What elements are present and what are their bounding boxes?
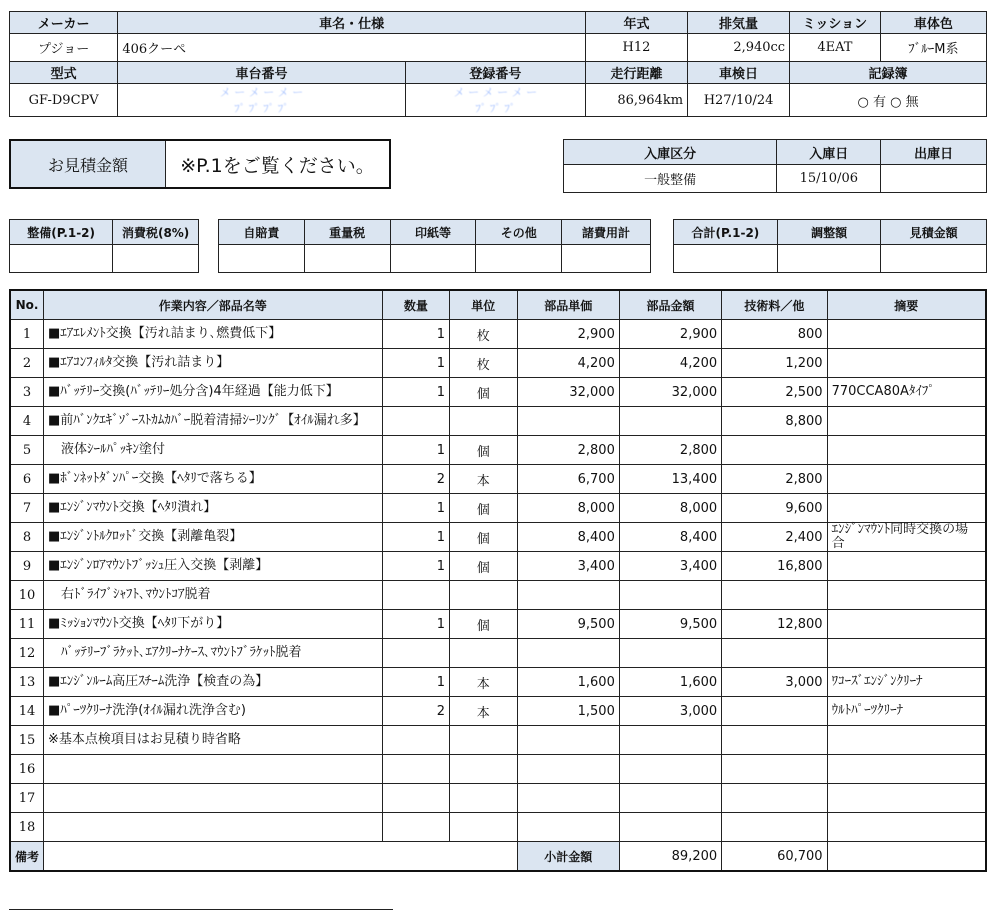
row-unit: 枚 — [450, 349, 517, 378]
entry-type-value: 一般整備 — [564, 165, 777, 193]
header-maker: メーカー — [10, 12, 118, 34]
row-unit: 個 — [450, 494, 517, 523]
row-memo — [827, 465, 986, 494]
row-memo — [827, 320, 986, 349]
header-inspection: 車検日 — [688, 62, 790, 84]
header-model: 型式 — [10, 62, 118, 84]
header-other: その他 — [476, 220, 562, 245]
row-price: 1,500 — [517, 697, 619, 726]
col-tech: 技術料／他 — [722, 290, 827, 320]
header-quote: 見積金額 — [881, 220, 987, 245]
row-tech: 2,400 — [722, 523, 827, 552]
header-chassis: 車台番号 — [118, 62, 405, 84]
row-price: 2,900 — [517, 320, 619, 349]
estimate-label: お見積金額 — [10, 140, 166, 188]
header-color: 車体色 — [880, 12, 986, 34]
row-no: 17 — [10, 784, 44, 813]
row-qty: 1 — [382, 552, 449, 581]
inspection-value: H27/10/24 — [688, 84, 790, 117]
fees-sum-table — [218, 219, 651, 273]
vehicle-info-grid — [9, 11, 987, 117]
col-price: 部品単価 — [517, 290, 619, 320]
row-price: 8,400 — [517, 523, 619, 552]
subtotal-tech: 60,700 — [722, 842, 827, 872]
row-amount: 32,000 — [619, 378, 721, 407]
fees-value — [562, 245, 651, 273]
subtotal-label: 小計金額 — [517, 842, 619, 872]
stamp-value — [390, 245, 476, 273]
header-jibai: 自賠責 — [219, 220, 305, 245]
row-qty: 2 — [382, 697, 449, 726]
row-desc — [44, 755, 383, 784]
row-memo: 770CCA80Aﾀｲﾌﾟ — [827, 378, 986, 407]
remarks-value — [44, 842, 518, 872]
table-row — [10, 639, 986, 668]
row-price — [517, 755, 619, 784]
row-amount: 3,000 — [619, 697, 721, 726]
row-tech — [722, 755, 827, 784]
work-items-header — [10, 290, 986, 320]
col-memo: 摘要 — [827, 290, 986, 320]
table-row — [10, 552, 986, 581]
row-unit: 個 — [450, 523, 517, 552]
table-row — [10, 349, 986, 378]
row-amount — [619, 639, 721, 668]
row-unit: 枚 — [450, 320, 517, 349]
row-qty — [382, 639, 449, 668]
row-unit: 個 — [450, 610, 517, 639]
row-unit — [450, 755, 517, 784]
header-car: 車名・仕様 — [118, 12, 586, 34]
row-desc: ■前ﾊﾞﾝｸｴｷﾞｿﾞｰｽﾄｶﾑｶﾊﾞｰ脱着清掃ｼｰﾘﾝｸﾞ【ｵｲﾙ漏れ多】 — [44, 407, 383, 436]
row-no: 15 — [10, 726, 44, 755]
row-qty — [382, 813, 449, 842]
row-qty: 1 — [382, 436, 449, 465]
row-no: 2 — [10, 349, 44, 378]
row-price: 2,800 — [517, 436, 619, 465]
row-desc: ■ｴﾝｼﾞﾝﾄﾙｸﾛｯﾄﾞ交換【剥離亀裂】 — [44, 523, 383, 552]
row-tech: 12,800 — [722, 610, 827, 639]
row-tech — [722, 639, 827, 668]
row-amount — [619, 407, 721, 436]
row-amount — [619, 813, 721, 842]
row-no: 5 — [10, 436, 44, 465]
row-unit: 本 — [450, 697, 517, 726]
work-items-body — [10, 320, 986, 842]
table-row — [10, 378, 986, 407]
row-unit — [450, 813, 517, 842]
row-no: 13 — [10, 668, 44, 697]
row-tech — [722, 436, 827, 465]
entry-out-value — [881, 165, 987, 193]
row-tech — [722, 726, 827, 755]
row-no: 14 — [10, 697, 44, 726]
header-fees: 諸費用計 — [562, 220, 651, 245]
row-memo: ｴﾝｼﾞﾝﾏｳﾝﾄ同時交換の場合 — [827, 523, 986, 552]
row-qty: 1 — [382, 523, 449, 552]
row-qty: 1 — [382, 494, 449, 523]
row-desc — [44, 784, 383, 813]
row-qty: 1 — [382, 349, 449, 378]
row-desc: ■ｴｱｺﾝﾌｨﾙﾀ交換【汚れ詰まり】 — [44, 349, 383, 378]
row-memo — [827, 552, 986, 581]
total-sum-table — [673, 219, 987, 273]
chassis-blur-2: ﾌﾟ ﾌﾟ ﾌﾟ ﾌﾟ — [234, 102, 289, 115]
header-entry-out: 出庫日 — [881, 140, 987, 165]
header-adjust: 調整額 — [777, 220, 881, 245]
row-tech — [722, 813, 827, 842]
row-tech: 9,600 — [722, 494, 827, 523]
row-desc: ■ｴﾝｼﾞﾝﾏｳﾝﾄ交換【ﾍﾀﾘ潰れ】 — [44, 494, 383, 523]
row-no: 8 — [10, 523, 44, 552]
row-unit — [450, 784, 517, 813]
row-price — [517, 726, 619, 755]
table-row — [10, 668, 986, 697]
row-qty: 1 — [382, 320, 449, 349]
row-memo — [827, 610, 986, 639]
row-price: 6,700 — [517, 465, 619, 494]
remarks-label: 備考 — [10, 842, 44, 872]
row-no: 7 — [10, 494, 44, 523]
table-row — [10, 610, 986, 639]
row-price — [517, 639, 619, 668]
row-tech: 2,800 — [722, 465, 827, 494]
table-row — [10, 523, 986, 552]
subtotal-row — [10, 842, 986, 872]
row-no: 6 — [10, 465, 44, 494]
table-row — [10, 581, 986, 610]
record-value: ○ 有 ○ 無 — [790, 84, 987, 117]
row-desc: ■ｴｱｴﾚﾒﾝﾄ交換【汚れ詰まり､燃費低下】 — [44, 320, 383, 349]
row-desc: 右ﾄﾞﾗｲﾌﾞｼｬﾌﾄ､ﾏｳﾝﾄｺｱ脱着 — [44, 581, 383, 610]
row-amount: 13,400 — [619, 465, 721, 494]
row-qty — [382, 755, 449, 784]
header-total: 合計(P.1-2) — [674, 220, 778, 245]
row-amount: 1,600 — [619, 668, 721, 697]
reg-value — [405, 84, 585, 117]
row-qty: 2 — [382, 465, 449, 494]
row-unit — [450, 726, 517, 755]
row-unit: 本 — [450, 668, 517, 697]
col-qty: 数量 — [382, 290, 449, 320]
row-tech: 1,200 — [722, 349, 827, 378]
model-value: GF-D9CPV — [10, 84, 118, 117]
row-amount: 9,500 — [619, 610, 721, 639]
row-amount: 3,400 — [619, 552, 721, 581]
row-amount — [619, 581, 721, 610]
row-tech — [722, 581, 827, 610]
row-tech: 2,500 — [722, 378, 827, 407]
row-amount: 4,200 — [619, 349, 721, 378]
maint-value — [10, 245, 113, 273]
maker-value: プジョー — [10, 34, 118, 62]
header-cc: 排気量 — [688, 12, 790, 34]
jibai-value — [219, 245, 305, 273]
row-no: 9 — [10, 552, 44, 581]
row-price: 32,000 — [517, 378, 619, 407]
row-price — [517, 784, 619, 813]
mission-value: 4EAT — [790, 34, 881, 62]
table-row — [10, 697, 986, 726]
row-desc: ■ｴﾝｼﾞﾝﾛｱﾏｳﾝﾄﾌﾞｯｼｭ圧入交換【剥離】 — [44, 552, 383, 581]
row-price: 1,600 — [517, 668, 619, 697]
row-memo — [827, 436, 986, 465]
row-memo — [827, 726, 986, 755]
row-unit: 個 — [450, 436, 517, 465]
car-value: 406クーペ — [118, 34, 586, 62]
signature-line — [9, 909, 393, 910]
row-price: 3,400 — [517, 552, 619, 581]
row-memo — [827, 407, 986, 436]
row-memo — [827, 639, 986, 668]
row-tech — [722, 697, 827, 726]
row-no: 3 — [10, 378, 44, 407]
header-entry-in: 入庫日 — [777, 140, 881, 165]
row-qty — [382, 784, 449, 813]
entry-in-value: 15/10/06 — [777, 165, 881, 193]
table-row — [10, 784, 986, 813]
total-value — [674, 245, 778, 273]
adjust-value — [777, 245, 881, 273]
row-desc: ■ﾊﾞｯﾃﾘｰ交換(ﾊﾞｯﾃﾘｰ処分含)4年経過【能力低下】 — [44, 378, 383, 407]
header-weight: 重量税 — [304, 220, 390, 245]
row-memo — [827, 755, 986, 784]
row-tech: 800 — [722, 320, 827, 349]
table-row — [10, 755, 986, 784]
col-desc: 作業内容／部品名等 — [44, 290, 383, 320]
row-tech: 16,800 — [722, 552, 827, 581]
row-unit — [450, 407, 517, 436]
row-price: 9,500 — [517, 610, 619, 639]
quote-value — [881, 245, 987, 273]
row-no: 18 — [10, 813, 44, 842]
row-desc — [44, 813, 383, 842]
row-desc: 液体ｼｰﾙﾊﾟｯｷﾝ塗付 — [44, 436, 383, 465]
row-no: 12 — [10, 639, 44, 668]
header-year: 年式 — [585, 12, 687, 34]
header-entry-type: 入庫区分 — [564, 140, 777, 165]
reg-blur: メ ー メ ー メ ー — [453, 86, 538, 99]
table-row — [10, 726, 986, 755]
work-items-table — [9, 289, 987, 872]
row-unit — [450, 581, 517, 610]
row-desc: ■ﾊﾟｰﾂｸﾘｰﾅ洗浄(ｵｲﾙ漏れ洗浄含む) — [44, 697, 383, 726]
row-price: 4,200 — [517, 349, 619, 378]
year-value: H12 — [585, 34, 687, 62]
weight-value — [304, 245, 390, 273]
row-no: 10 — [10, 581, 44, 610]
row-amount — [619, 755, 721, 784]
row-memo — [827, 349, 986, 378]
row-qty: 1 — [382, 610, 449, 639]
reg-blur-2: ﾌﾟ ﾌﾟ ﾌﾟ — [475, 102, 516, 115]
header-stamp: 印紙等 — [390, 220, 476, 245]
subtotal-memo — [827, 842, 986, 872]
row-desc: ※基本点検項目はお見積り時省略 — [44, 726, 383, 755]
row-qty — [382, 726, 449, 755]
table-row — [10, 436, 986, 465]
row-desc: ■ﾎﾞﾝﾈｯﾄﾀﾞﾝﾊﾟｰ交換【ﾍﾀﾘで落ちる】 — [44, 465, 383, 494]
col-no: No. — [10, 290, 44, 320]
row-memo: ﾜｺｰｽﾞｴﾝｼﾞﾝｸﾘｰﾅ — [827, 668, 986, 697]
row-memo — [827, 494, 986, 523]
maint-sum-table — [9, 219, 199, 273]
row-qty — [382, 407, 449, 436]
row-no: 4 — [10, 407, 44, 436]
row-unit: 個 — [450, 552, 517, 581]
header-reg: 登録番号 — [405, 62, 585, 84]
col-amount: 部品金額 — [619, 290, 721, 320]
table-row — [10, 494, 986, 523]
estimate-note: ※P.1をご覧ください。 — [166, 140, 391, 188]
col-unit: 単位 — [450, 290, 517, 320]
mileage-value: 86,964km — [585, 84, 687, 117]
entry-table — [563, 139, 987, 193]
row-unit: 本 — [450, 465, 517, 494]
estimate-box — [9, 139, 391, 189]
tax-value — [113, 245, 199, 273]
row-amount: 8,400 — [619, 523, 721, 552]
cc-value: 2,940cc — [688, 34, 790, 62]
row-memo: ｳﾙﾄﾊﾟｰﾂｸﾘｰﾅ — [827, 697, 986, 726]
row-desc: ﾊﾞｯﾃﾘｰﾌﾞﾗｹｯﾄ､ｴｱｸﾘｰﾅｹｰｽ､ﾏｳﾝﾄﾌﾞﾗｹｯﾄ脱着 — [44, 639, 383, 668]
header-mission: ミッション — [790, 12, 881, 34]
color-value: ﾌﾞﾙｰM系 — [880, 34, 986, 62]
row-price: 8,000 — [517, 494, 619, 523]
table-row — [10, 813, 986, 842]
row-amount: 2,800 — [619, 436, 721, 465]
subtotal-amount: 89,200 — [619, 842, 721, 872]
table-row — [10, 465, 986, 494]
row-price — [517, 813, 619, 842]
row-price — [517, 581, 619, 610]
row-no: 1 — [10, 320, 44, 349]
row-memo — [827, 784, 986, 813]
header-mileage: 走行距離 — [585, 62, 687, 84]
row-desc: ■ｴﾝｼﾞﾝﾙｰﾑ高圧ｽﾁｰﾑ洗浄【検査の為】 — [44, 668, 383, 697]
row-no: 16 — [10, 755, 44, 784]
header-record: 記録簿 — [790, 62, 987, 84]
table-row — [10, 407, 986, 436]
row-no: 11 — [10, 610, 44, 639]
row-amount: 8,000 — [619, 494, 721, 523]
row-tech — [722, 784, 827, 813]
header-maint: 整備(P.1-2) — [10, 220, 113, 245]
other-value — [476, 245, 562, 273]
header-tax: 消費税(8%) — [113, 220, 199, 245]
row-tech: 8,800 — [722, 407, 827, 436]
row-tech: 3,000 — [722, 668, 827, 697]
row-qty: 1 — [382, 378, 449, 407]
row-amount — [619, 726, 721, 755]
row-unit — [450, 639, 517, 668]
row-memo — [827, 813, 986, 842]
row-desc: ■ﾐｯｼｮﾝﾏｳﾝﾄ交換【ﾍﾀﾘ下がり】 — [44, 610, 383, 639]
row-memo — [827, 581, 986, 610]
row-price — [517, 407, 619, 436]
chassis-value — [118, 84, 405, 117]
chassis-blur: メ ー メ ー メ ー — [219, 86, 304, 99]
row-amount — [619, 784, 721, 813]
table-row — [10, 320, 986, 349]
row-qty: 1 — [382, 668, 449, 697]
row-unit: 個 — [450, 378, 517, 407]
row-amount: 2,900 — [619, 320, 721, 349]
row-qty — [382, 581, 449, 610]
